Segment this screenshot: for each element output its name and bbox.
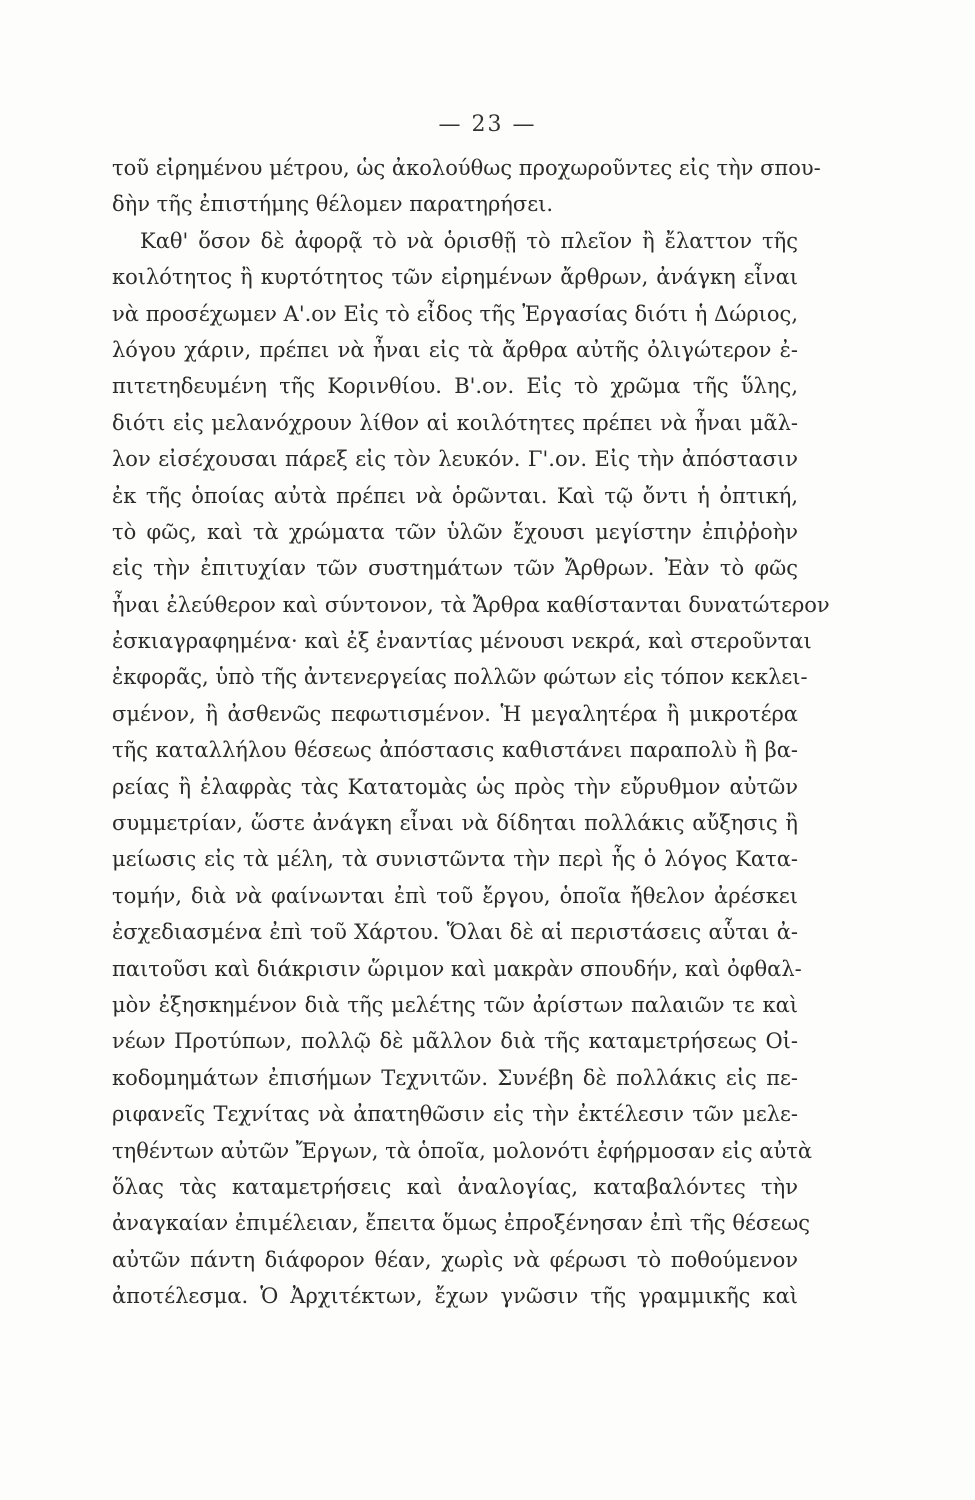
text-line: ρείας ἢ ἐλαφρὰς τὰς Κατατομὰς ὡς πρὸς τὴν εὔρυθμον αὐτῶν xyxy=(112,774,798,799)
text-line: πιτετηδευμένη τῆς Κορινθίου. Β'.ον. Εἰς τὸ χρῶμα τῆς ὕλης, xyxy=(112,374,798,399)
text-line: μὸν ἐξησκημένον διὰ τῆς μελέτης τῶν ἀρίστων παλαιῶν τε καὶ xyxy=(112,992,798,1017)
page-number: — 23 — xyxy=(438,112,537,137)
text-line: λόγου χάριν, πρέπει νὰ ἦναι εἰς τὰ ἄρθρα αὐτῆς ὀλιγώτερον ἐ- xyxy=(112,337,798,362)
text-line: τὸ φῶς, καὶ τὰ χρώματα τῶν ὑλῶν ἔχουσι μεγίστην ἐπιῤῥοὴν xyxy=(112,519,798,544)
text-line: ἐκφορᾶς, ὑπὸ τῆς ἀντενεργείας πολλῶν φώτων εἰς τόπον κεκλει- xyxy=(112,665,808,690)
body-text xyxy=(112,150,830,1315)
text-line: κοιλότητος ἢ κυρτότητος τῶν εἰρημένων ἄρθρων, ἀνάγκη εἶναι xyxy=(112,265,798,290)
text-line: αὐτῶν πάντη διάφορον θέαν, χωρὶς νὰ φέρωσι τὸ ποθούμενον xyxy=(112,1247,798,1272)
text-line: μείωσις εἰς τὰ μέλη, τὰ συνιστῶντα τὴν περὶ ἧς ὁ λόγος Κατα- xyxy=(112,847,798,872)
text-line: νὰ προσέχωμεν Α'.ον Εἰς τὸ εἶδος τῆς Ἐργασίας διότι ἡ Δώριος, xyxy=(112,301,798,326)
text-line: ὅλας τὰς καταμετρήσεις καὶ ἀναλογίας, καταβαλόντες τὴν xyxy=(112,1174,798,1199)
text-line: διότι εἰς μελανόχρουν λίθον αἱ κοιλότητες πρέπει νὰ ἦναι μᾶλ- xyxy=(112,410,798,435)
text-line: σμένον, ἢ ἀσθενῶς πεφωτισμένον. Ἡ μεγαλητέρα ἢ μικροτέρα xyxy=(112,701,798,726)
text-line: ἐκ τῆς ὁποίας αὐτὰ πρέπει νὰ ὁρῶνται. Καὶ τῷ ὄντι ἡ ὀπτική, xyxy=(112,483,798,508)
text-line: ἐσκιαγραφημένα· καὶ ἐξ ἐναντίας μένουσι νεκρά, καὶ στεροῦνται xyxy=(112,629,812,654)
text-line: Καθ' ὅσον δὲ ἀφορᾷ τὸ νὰ ὁρισθῇ τὸ πλεῖον ἢ ἔλαττον τῆς xyxy=(140,228,798,253)
text-line: τομήν, διὰ νὰ φαίνωνται ἐπὶ τοῦ ἔργου, ὁποῖα ἤθελον ἀρέσκει xyxy=(112,883,798,908)
text-line: ἀναγκαίαν ἐπιμέλειαν, ἔπειτα ὅμως ἐπροξένησαν ἐπὶ τῆς θέσεως xyxy=(112,1211,810,1236)
text-line: κοδομημάτων ἐπισήμων Τεχνιτῶν. Συνέβη δὲ πολλάκις εἰς πε- xyxy=(112,1065,798,1090)
text-line: νέων Προτύπων, πολλῷ δὲ μᾶλλον διὰ τῆς καταμετρήσεως Οἰ- xyxy=(112,1029,798,1054)
text-line: ριφανεῖς Τεχνίτας νὰ ἀπατηθῶσιν εἰς τὴν ἐκτέλεσιν τῶν μελε- xyxy=(112,1102,798,1127)
text-line: ἀποτέλεσμα. Ὁ Ἀρχιτέκτων, ἔχων γνῶσιν τῆς γραμμικῆς καὶ xyxy=(112,1284,798,1309)
text-line: δὴν τῆς ἐπιστήμης θέλομεν παρατηρήσει. xyxy=(112,192,554,217)
text-line: ἐσχεδιασμένα ἐπὶ τοῦ Χάρτου. Ὅλαι δὲ αἱ περιστάσεις αὗται ἀ- xyxy=(112,920,798,945)
text-line: λον εἰσέχουσαι πάρεξ εἰς τὸν λευκόν. Γ'.ον. Εἰς τὴν ἀπόστασιν xyxy=(112,447,798,472)
text-line: τῆς καταλλήλου θέσεως ἀπόστασις καθιστάνει παραπολὺ ἢ βα- xyxy=(112,738,798,763)
text-line: ἦναι ἐλεύθερον καὶ σύντονον, τὰ Ἄρθρα καθίστανται δυνατώτερον xyxy=(112,592,830,617)
text-line: τοῦ εἰρημένου μέτρου, ὡς ἀκολούθως προχωροῦντες εἰς τὴν σπου- xyxy=(112,156,821,180)
text-line: συμμετρίαν, ὥστε ἀνάγκη εἶναι νὰ δίδηται πολλάκις αὔξησις ἢ xyxy=(112,811,798,836)
text-line: εἰς τὴν ἐπιτυχίαν τῶν συστημάτων τῶν Ἄρθρων. Ἐὰν τὸ φῶς xyxy=(112,556,798,581)
text-line: τηθέντων αὐτῶν Ἔργων, τὰ ὁποῖα, μολονότι ἐφήρμοσαν εἰς αὐτὰ xyxy=(112,1138,813,1163)
text-line: παιτοῦσι καὶ διάκρισιν ὥριμον καὶ μακρὰν σπουδήν, καὶ ὀφθαλ- xyxy=(112,956,802,981)
